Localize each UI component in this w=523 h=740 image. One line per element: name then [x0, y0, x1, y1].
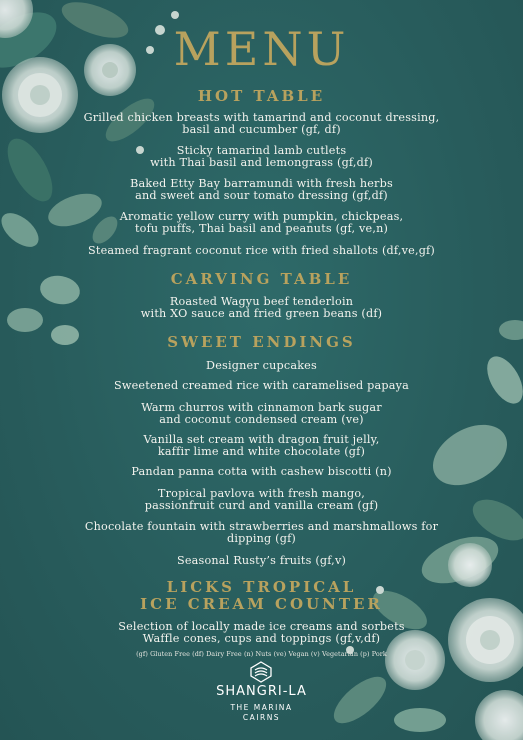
menu-item: Pandan panna cotta with cashew biscotti (n)	[131, 465, 392, 478]
brand-location-line-2: CAIRNS	[242, 713, 281, 722]
brand-location-line-1: THE MARINA	[230, 703, 293, 712]
menu-item: Vanilla set cream with dragon fruit jelly, kaffir lime and white chocolate (gf)	[143, 433, 380, 458]
menu-item: Steamed fragrant coconut rice with fried shallots (df,ve,gf)	[88, 244, 435, 257]
menu-item: Chocolate fountain with strawberries and marshmallows for dipping (gf)	[84, 520, 439, 545]
menu-item: Selection of locally made ice creams and sorbets Waffle cones, cups and toppings (gf,v,df)	[118, 620, 405, 645]
menu-item: Baked Etty Bay barramundi with fresh herbs and sweet and sour tomato dressing (gf,df)	[130, 177, 393, 202]
section-heading-hot-table: HOT TABLE	[197, 87, 326, 105]
brand-name: SHANGRI-LA	[216, 684, 307, 699]
menu-item: Sticky tamarind lamb cutlets with Thai basil and lemongrass (gf,df)	[150, 144, 373, 169]
menu-item: Warm churros with cinnamon bark sugar and coconut condensed cream (ve)	[141, 401, 382, 426]
menu-item: Designer cupcakes	[206, 359, 317, 372]
dietary-legend: (gf) Gluten Free (df) Dairy Free (n) Nuts (ve) Vegan (v) Vegetarian (p) Pork	[136, 650, 387, 658]
menu-item: Sweetened creamed rice with caramelised papaya	[113, 379, 410, 392]
section-heading-carving-table: CARVING TABLE	[170, 270, 353, 288]
menu-item: Tropical pavlova with fresh mango, passionfruit curd and vanilla cream (gf)	[144, 487, 379, 512]
menu-item: Roasted Wagyu beef tenderloin with XO sauce and fried green beans (df)	[140, 295, 383, 320]
menu-title: MENU	[173, 22, 350, 76]
menu-item: Grilled chicken breasts with tamarind and coconut dressing, basil and cucumber (gf, df)	[83, 111, 440, 136]
menu-item: Seasonal Rusty’s fruits (gf,v)	[176, 554, 347, 567]
menu-item: Aromatic yellow curry with pumpkin, chickpeas, tofu puffs, Thai basil and peanuts (gf, ve,n)	[119, 210, 404, 235]
section-heading-ice-cream-counter: LICKS TROPICAL ICE CREAM COUNTER	[140, 578, 383, 613]
section-heading-sweet-endings: SWEET ENDINGS	[167, 333, 356, 351]
shangri-la-logo-icon	[250, 661, 272, 683]
